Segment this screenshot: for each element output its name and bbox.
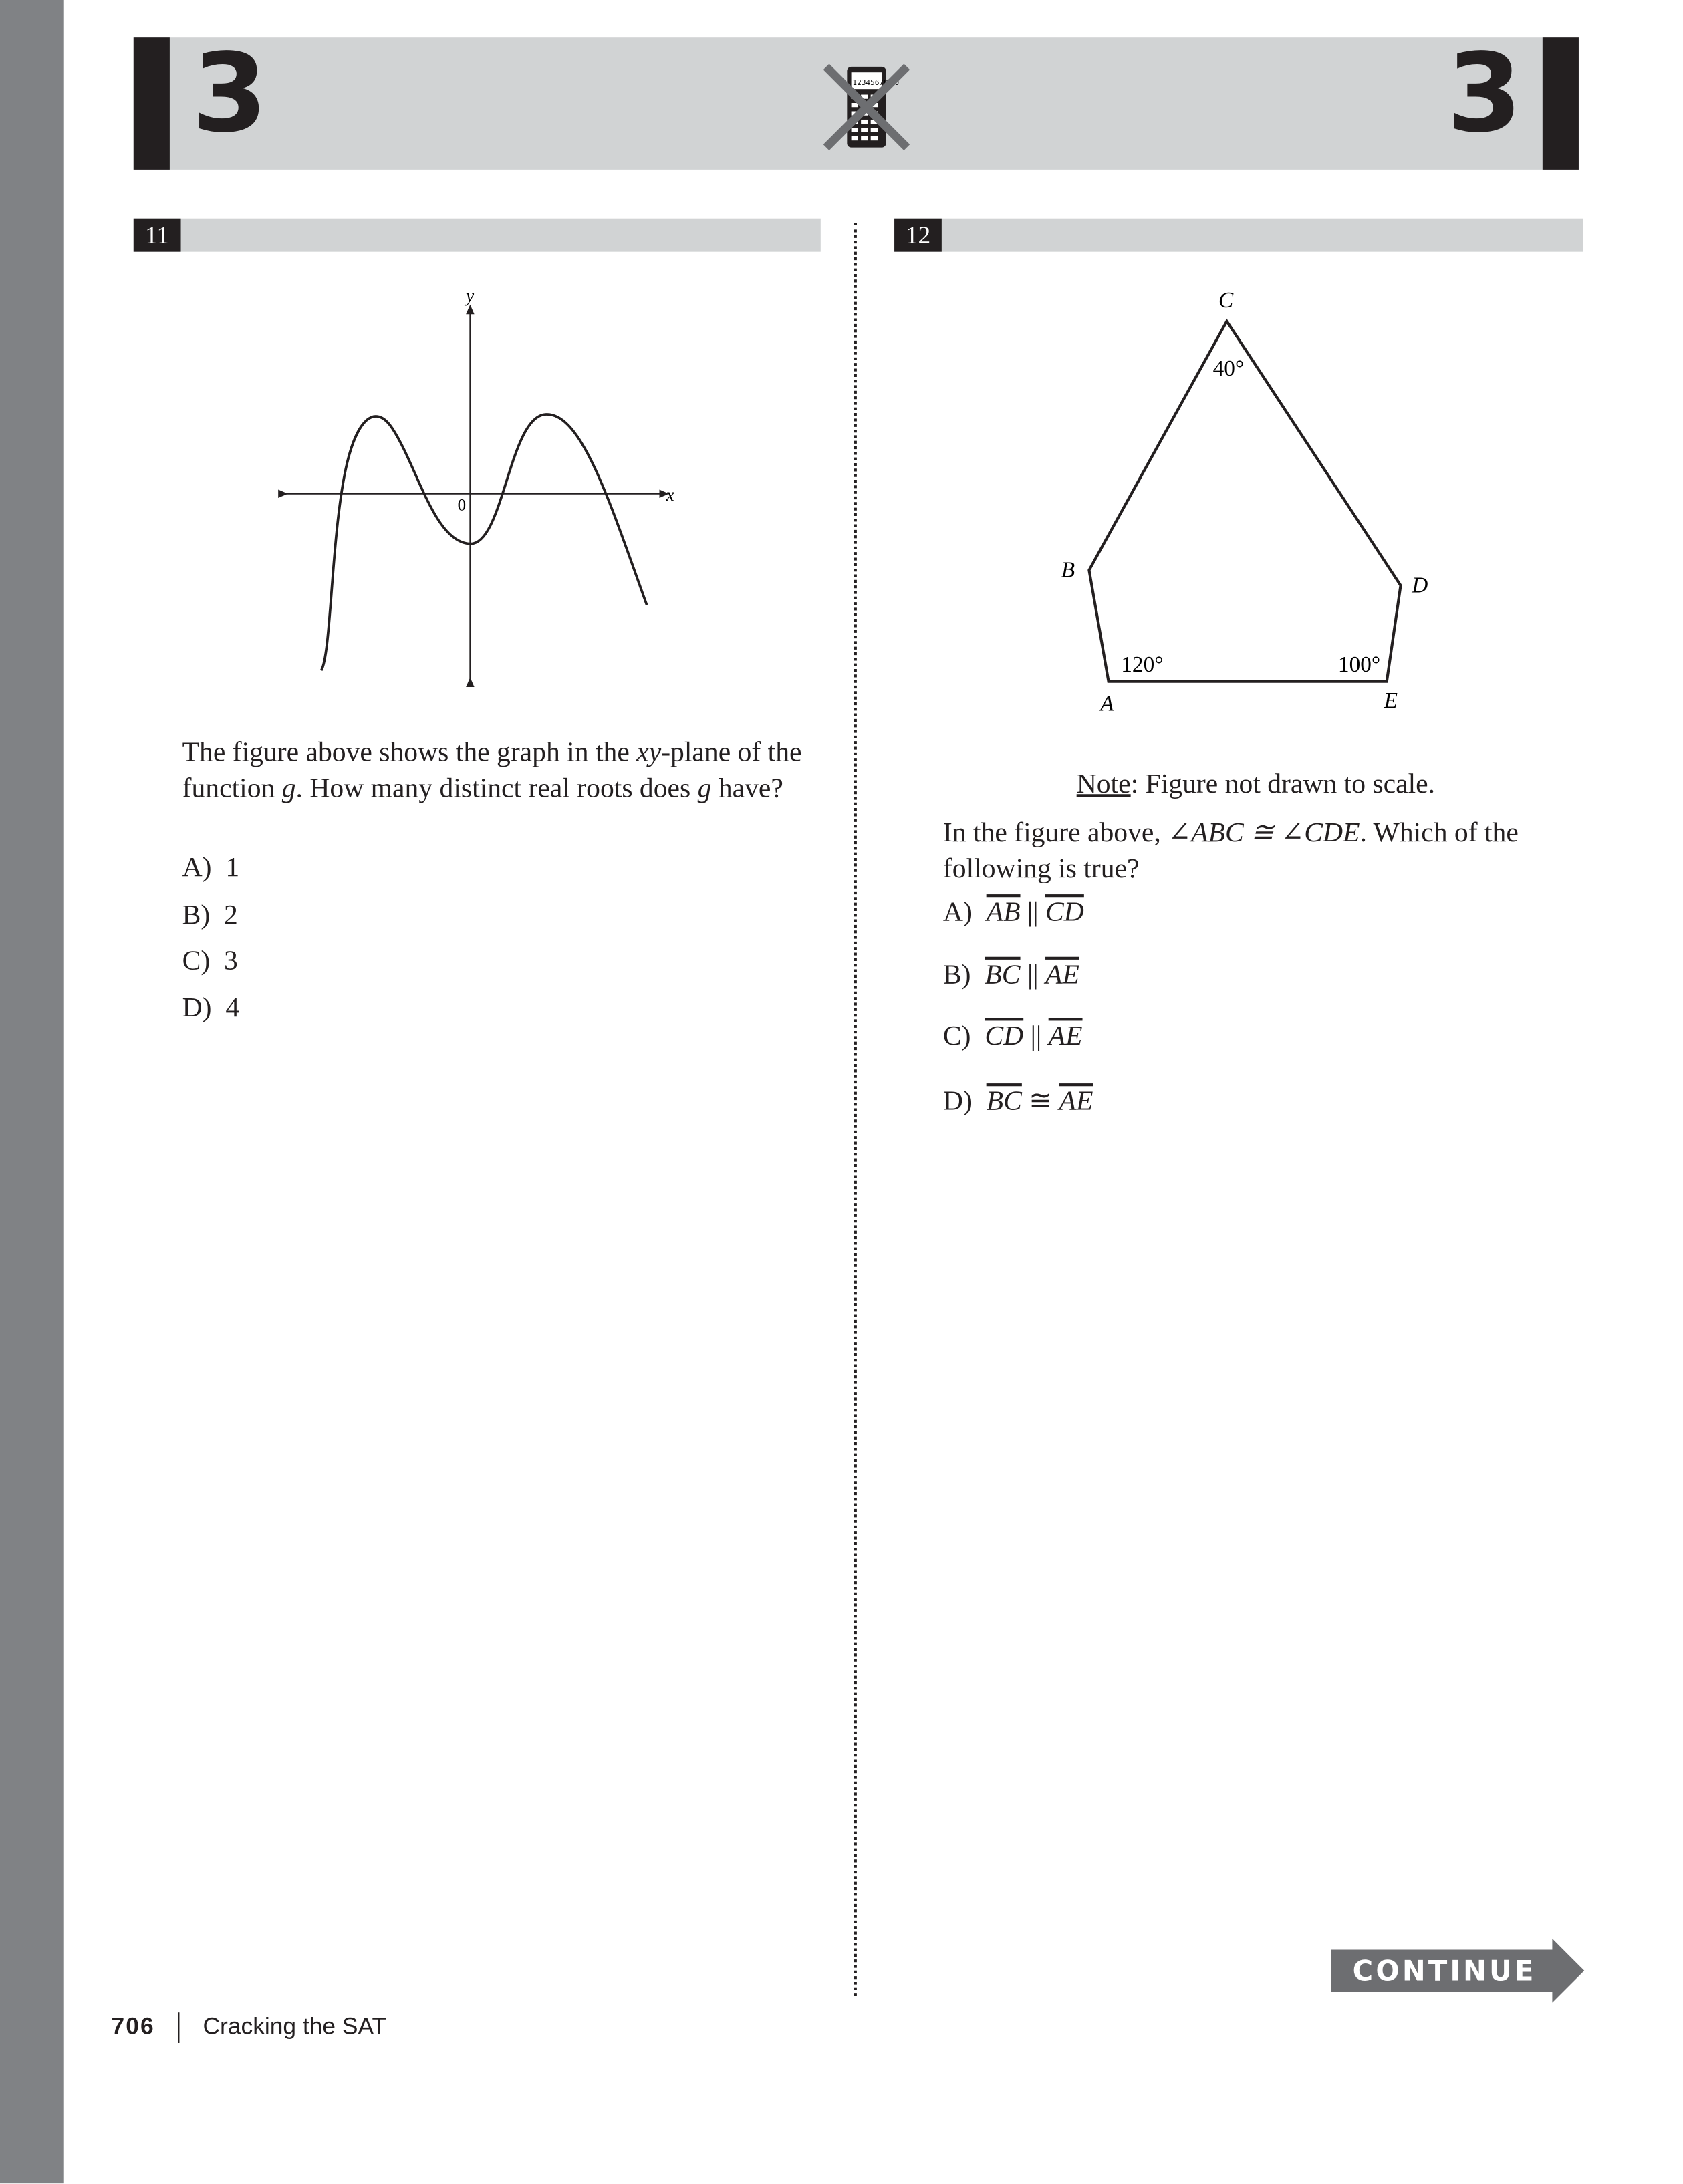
question-12-stem: In the figure above, ∠ABC ≅ ∠CDE. Which of the following is true? [942, 817, 1519, 885]
question-number: 11 [134, 219, 181, 252]
vertex-a-label: A [1100, 691, 1114, 716]
function-graph [264, 278, 695, 695]
q12-option-d[interactable]: D) $\overline{BC}$ ≅ $\overline{AE}$ [942, 1086, 1093, 1117]
q11-option-d[interactable]: D) 4 [182, 992, 240, 1024]
q12-option-b[interactable]: B) $\overline{BC}$ || $\overline{AE}$ [942, 959, 1079, 990]
vertex-b-label: B [1061, 557, 1075, 583]
origin-label: 0 [457, 496, 467, 515]
q12-option-a[interactable]: A) $\overline{AB}$ || $\overline{CD}$ [942, 897, 1084, 928]
continue-button[interactable] [1331, 1939, 1585, 2003]
angle-a-label: 120° [1121, 652, 1164, 678]
header-right-bar [1543, 37, 1579, 170]
question-11-bar [134, 219, 821, 252]
figure-note: Note: Figure not drawn to scale. [1076, 769, 1436, 800]
pentagon [1089, 321, 1400, 682]
book-title: Cracking the SAT [203, 2013, 387, 2040]
angle-e-label: 100° [1337, 652, 1381, 678]
angle-c-label: 40° [1212, 356, 1245, 381]
graph-curve [321, 414, 647, 670]
pentagon-figure [1029, 278, 1460, 723]
q12-option-c[interactable]: C) $\overline{CD}$ || $\overline{AE}$ [942, 1020, 1083, 1052]
page-edge-strip [0, 0, 64, 2183]
vertex-c-label: C [1218, 287, 1234, 313]
x-axis-label: x [666, 485, 674, 505]
question-12-bar [894, 219, 1583, 252]
footer-separator [178, 2012, 180, 2043]
column-divider [854, 223, 857, 1996]
page-number: 706 [111, 2013, 155, 2040]
page-footer [111, 2012, 386, 2043]
no-calculator-icon [818, 61, 916, 153]
section-number-right: 3 [1446, 31, 1523, 158]
section-number-left: 3 [192, 31, 268, 158]
q11-option-b[interactable]: B) 2 [182, 900, 238, 931]
y-axis-label: y [466, 285, 475, 306]
svg-text:12345678 90: 12345678 90 [852, 78, 900, 87]
continue-label: CONTINUE [1352, 1953, 1537, 1988]
q11-option-a[interactable]: A) 1 [182, 852, 240, 883]
question-number: 12 [894, 219, 942, 252]
header-left-bar [134, 37, 170, 170]
vertex-e-label: E [1384, 688, 1398, 714]
section-header [134, 31, 1579, 170]
question-11-stem: The figure above shows the graph in the xy-plane of the function g. How many distinct real roots does g have? [182, 736, 802, 804]
vertex-d-label: D [1412, 573, 1428, 598]
q11-option-c[interactable]: C) 3 [182, 946, 238, 976]
